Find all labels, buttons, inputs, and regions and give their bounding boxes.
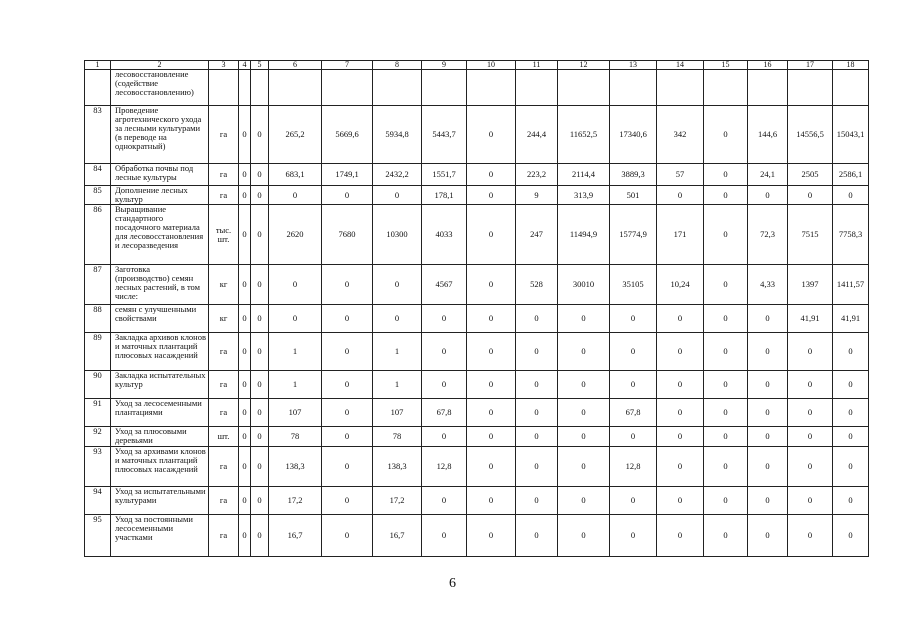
row-value-cell: 0 (788, 515, 833, 557)
row-value-cell: 683,1 (269, 164, 322, 186)
row-value-cell: 0 (704, 164, 748, 186)
row-value-cell: 0 (704, 487, 748, 515)
row-value-cell: 0 (422, 515, 467, 557)
row-value-cell: 0 (251, 515, 269, 557)
row-value-cell: 247 (516, 205, 558, 265)
row-value-cell: 0 (373, 265, 422, 305)
row-activity-name: Обработка почвы под лесные культуры (111, 164, 209, 186)
row-value-cell: 10,24 (657, 265, 704, 305)
row-value-cell: 7680 (322, 205, 373, 265)
row-value-cell: 0 (467, 164, 516, 186)
row-value-cell: 0 (467, 265, 516, 305)
column-number-header: 5 (251, 61, 269, 70)
row-value-cell: 0 (322, 427, 373, 447)
row-value-cell: 0 (373, 186, 422, 205)
column-number-header: 8 (373, 61, 422, 70)
row-value-cell: 0 (422, 427, 467, 447)
row-activity-name: Закладка архивов клонов и маточных плантаций плюсовых насаждений (111, 333, 209, 371)
row-value-cell: 0 (704, 205, 748, 265)
row-value-cell: 0 (558, 515, 610, 557)
row-value-cell: 41,91 (833, 305, 869, 333)
row-unit-cell: га (209, 164, 239, 186)
row-value-cell: 0 (467, 333, 516, 371)
row-activity-name: Уход за испытательными культурами (111, 487, 209, 515)
row-value-cell: 7758,3 (833, 205, 869, 265)
row-value-cell: 2114,4 (558, 164, 610, 186)
row-value-cell: 17,2 (373, 487, 422, 515)
row-value-cell: 0 (251, 487, 269, 515)
row-value-cell: 0 (467, 427, 516, 447)
row-number: 83 (85, 106, 111, 164)
row-value-cell: 0 (833, 487, 869, 515)
row-value-cell: 0 (239, 515, 251, 557)
row-value-cell: 0 (657, 399, 704, 427)
row-value-cell: 0 (516, 371, 558, 399)
column-number-header: 16 (748, 61, 788, 70)
row-value-cell: 0 (704, 186, 748, 205)
row-value-cell: 67,8 (610, 399, 657, 427)
row-value-cell: 0 (610, 333, 657, 371)
row-value-cell (467, 70, 516, 106)
row-number: 91 (85, 399, 111, 427)
column-number-header: 11 (516, 61, 558, 70)
row-value-cell: 0 (833, 186, 869, 205)
row-value-cell: 0 (610, 371, 657, 399)
row-value-cell: 0 (748, 515, 788, 557)
row-value-cell: 0 (239, 427, 251, 447)
row-number: 84 (85, 164, 111, 186)
table-row (85, 205, 869, 265)
row-value-cell: 0 (251, 447, 269, 487)
row-value-cell: 0 (748, 333, 788, 371)
row-value-cell: 0 (239, 265, 251, 305)
row-value-cell: 17340,6 (610, 106, 657, 164)
row-value-cell: 0 (748, 305, 788, 333)
row-unit-cell: га (209, 515, 239, 557)
row-value-cell: 1 (269, 371, 322, 399)
row-value-cell: 2586,1 (833, 164, 869, 186)
row-value-cell: 57 (657, 164, 704, 186)
row-value-cell: 0 (516, 399, 558, 427)
row-value-cell (788, 70, 833, 106)
row-value-cell: 0 (704, 265, 748, 305)
row-value-cell: 24,1 (748, 164, 788, 186)
row-value-cell: 0 (610, 305, 657, 333)
row-value-cell: 10300 (373, 205, 422, 265)
row-value-cell: 0 (251, 186, 269, 205)
row-value-cell (322, 70, 373, 106)
row-value-cell: 78 (269, 427, 322, 447)
row-value-cell: 0 (748, 399, 788, 427)
row-value-cell: 0 (657, 371, 704, 399)
row-value-cell: 16,7 (373, 515, 422, 557)
row-value-cell: 0 (322, 447, 373, 487)
row-unit-cell (209, 70, 239, 106)
row-number: 95 (85, 515, 111, 557)
row-value-cell: 0 (516, 427, 558, 447)
row-activity-name: семян с улучшенными свойствами (111, 305, 209, 333)
row-value-cell: 0 (833, 515, 869, 557)
row-value-cell: 0 (657, 515, 704, 557)
row-value-cell: 0 (610, 427, 657, 447)
row-value-cell: 0 (322, 305, 373, 333)
row-value-cell: 4567 (422, 265, 467, 305)
row-value-cell: 0 (251, 106, 269, 164)
row-value-cell: 342 (657, 106, 704, 164)
table-row (85, 164, 869, 186)
row-value-cell: 0 (422, 371, 467, 399)
row-value-cell: 41,91 (788, 305, 833, 333)
row-value-cell: 0 (322, 265, 373, 305)
row-value-cell: 0 (422, 333, 467, 371)
column-number-header: 12 (558, 61, 610, 70)
row-activity-name: Уход за лесосеменными плантациями (111, 399, 209, 427)
row-value-cell: 265,2 (269, 106, 322, 164)
column-number-header: 9 (422, 61, 467, 70)
row-value-cell: 7515 (788, 205, 833, 265)
row-value-cell: 15774,9 (610, 205, 657, 265)
row-value-cell: 1 (269, 333, 322, 371)
row-value-cell: 0 (558, 305, 610, 333)
row-value-cell: 0 (748, 447, 788, 487)
row-value-cell: 0 (251, 205, 269, 265)
row-value-cell: 1 (373, 371, 422, 399)
column-number-header: 3 (209, 61, 239, 70)
row-number: 86 (85, 205, 111, 265)
column-number-header: 7 (322, 61, 373, 70)
row-value-cell: 0 (239, 205, 251, 265)
row-value-cell: 0 (422, 305, 467, 333)
column-number-header: 14 (657, 61, 704, 70)
row-value-cell: 0 (322, 333, 373, 371)
row-value-cell: 0 (704, 427, 748, 447)
row-value-cell: 0 (251, 371, 269, 399)
row-value-cell: 0 (239, 333, 251, 371)
row-value-cell: 0 (239, 447, 251, 487)
column-number-header: 2 (111, 61, 209, 70)
row-unit-cell: га (209, 186, 239, 205)
row-activity-name: Уход за плюсовыми деревьями (111, 427, 209, 447)
row-value-cell: 0 (657, 333, 704, 371)
row-value-cell: 0 (748, 371, 788, 399)
row-value-cell: 0 (467, 186, 516, 205)
row-value-cell: 0 (322, 371, 373, 399)
row-number: 89 (85, 333, 111, 371)
row-number: 85 (85, 186, 111, 205)
row-activity-name: Выращивание стандартного посадочного материала для лесовосстановления и лесоразведения (111, 205, 209, 265)
row-value-cell: 2505 (788, 164, 833, 186)
row-value-cell (251, 70, 269, 106)
table-row (85, 106, 869, 164)
row-value-cell: 0 (467, 205, 516, 265)
column-number-header: 4 (239, 61, 251, 70)
row-value-cell: 0 (467, 487, 516, 515)
row-value-cell: 0 (558, 487, 610, 515)
table-row (85, 70, 869, 106)
row-value-cell: 244,4 (516, 106, 558, 164)
row-value-cell: 0 (704, 333, 748, 371)
row-value-cell: 0 (251, 164, 269, 186)
page-number: 6 (449, 576, 456, 591)
row-value-cell: 0 (467, 399, 516, 427)
row-value-cell: 30010 (558, 265, 610, 305)
row-value-cell: 14556,5 (788, 106, 833, 164)
row-value-cell: 0 (657, 427, 704, 447)
row-value-cell: 35105 (610, 265, 657, 305)
row-value-cell: 0 (239, 164, 251, 186)
row-value-cell: 0 (610, 515, 657, 557)
row-value-cell: 0 (251, 265, 269, 305)
row-value-cell: 0 (788, 447, 833, 487)
row-value-cell: 0 (467, 447, 516, 487)
row-value-cell: 0 (269, 305, 322, 333)
row-unit-cell: кг (209, 305, 239, 333)
row-value-cell: 0 (239, 106, 251, 164)
row-value-cell: 0 (833, 333, 869, 371)
row-value-cell: 1551,7 (422, 164, 467, 186)
table-row (85, 305, 869, 333)
row-value-cell: 0 (322, 487, 373, 515)
row-value-cell: 5934,8 (373, 106, 422, 164)
row-activity-name: Уход за постоянными лесосеменными участками (111, 515, 209, 557)
row-value-cell: 0 (467, 106, 516, 164)
row-activity-name: Проведение агротехнического ухода за лесными культурами (в переводе на однократный) (111, 106, 209, 164)
row-value-cell: 0 (251, 427, 269, 447)
row-value-cell (704, 70, 748, 106)
row-value-cell (610, 70, 657, 106)
column-number-header: 6 (269, 61, 322, 70)
column-number-header: 15 (704, 61, 748, 70)
row-value-cell (373, 70, 422, 106)
row-value-cell: 0 (239, 186, 251, 205)
row-value-cell: 0 (833, 399, 869, 427)
row-unit-cell: га (209, 487, 239, 515)
row-value-cell: 15043,1 (833, 106, 869, 164)
row-number: 93 (85, 447, 111, 487)
row-value-cell: 171 (657, 205, 704, 265)
row-value-cell: 0 (788, 186, 833, 205)
row-value-cell: 1397 (788, 265, 833, 305)
row-value-cell: 0 (657, 305, 704, 333)
row-value-cell: 0 (269, 186, 322, 205)
row-value-cell: 0 (467, 371, 516, 399)
column-header-row (85, 61, 869, 70)
row-value-cell: 0 (516, 487, 558, 515)
row-value-cell: 0 (516, 305, 558, 333)
row-value-cell: 67,8 (422, 399, 467, 427)
row-value-cell: 0 (322, 399, 373, 427)
row-value-cell: 0 (833, 447, 869, 487)
row-value-cell: 1 (373, 333, 422, 371)
row-value-cell: 0 (467, 305, 516, 333)
row-value-cell: 107 (269, 399, 322, 427)
table-row (85, 371, 869, 399)
row-value-cell: 72,3 (748, 205, 788, 265)
column-number-header: 17 (788, 61, 833, 70)
data-table-container (84, 60, 868, 557)
row-value-cell: 4033 (422, 205, 467, 265)
row-value-cell: 178,1 (422, 186, 467, 205)
row-value-cell: 107 (373, 399, 422, 427)
row-activity-name: Заготовка (производство) семян лесных растений, в том числе: (111, 265, 209, 305)
row-value-cell: 0 (788, 427, 833, 447)
row-value-cell: 0 (788, 487, 833, 515)
row-number (85, 70, 111, 106)
row-value-cell (657, 70, 704, 106)
row-value-cell: 0 (788, 399, 833, 427)
table-row (85, 333, 869, 371)
row-value-cell: 3889,3 (610, 164, 657, 186)
row-value-cell (516, 70, 558, 106)
row-value-cell: 0 (558, 427, 610, 447)
row-value-cell: 0 (467, 515, 516, 557)
row-value-cell: 0 (422, 487, 467, 515)
row-value-cell: 0 (657, 186, 704, 205)
row-value-cell: 78 (373, 427, 422, 447)
row-value-cell (269, 70, 322, 106)
row-activity-name: Закладка испытательных культур (111, 371, 209, 399)
row-value-cell: 0 (748, 487, 788, 515)
row-value-cell: 0 (833, 427, 869, 447)
row-value-cell: 11494,9 (558, 205, 610, 265)
row-activity-name: Дополнение лесных культур (111, 186, 209, 205)
row-value-cell: 17,2 (269, 487, 322, 515)
row-value-cell: 0 (251, 333, 269, 371)
row-value-cell: 2432,2 (373, 164, 422, 186)
row-value-cell: 0 (558, 447, 610, 487)
table-row (85, 265, 869, 305)
row-number: 92 (85, 427, 111, 447)
row-value-cell: 528 (516, 265, 558, 305)
row-value-cell: 0 (788, 333, 833, 371)
row-value-cell: 0 (833, 371, 869, 399)
row-number: 94 (85, 487, 111, 515)
row-value-cell: 0 (239, 371, 251, 399)
row-value-cell: 0 (516, 515, 558, 557)
row-value-cell: 501 (610, 186, 657, 205)
row-value-cell (833, 70, 869, 106)
table-row (85, 399, 869, 427)
row-unit-cell: га (209, 447, 239, 487)
row-value-cell: 0 (239, 487, 251, 515)
row-unit-cell: га (209, 399, 239, 427)
row-value-cell: 5443,7 (422, 106, 467, 164)
row-value-cell: 0 (748, 427, 788, 447)
column-number-header: 18 (833, 61, 869, 70)
row-value-cell: 313,9 (558, 186, 610, 205)
row-value-cell (748, 70, 788, 106)
row-unit-cell: га (209, 371, 239, 399)
row-value-cell: 0 (788, 371, 833, 399)
row-value-cell: 0 (269, 265, 322, 305)
row-value-cell: 0 (657, 487, 704, 515)
row-value-cell: 138,3 (269, 447, 322, 487)
row-value-cell: 0 (239, 399, 251, 427)
row-value-cell (422, 70, 467, 106)
table-row (85, 427, 869, 447)
column-number-header: 1 (85, 61, 111, 70)
row-value-cell: 0 (704, 371, 748, 399)
row-value-cell: 1749,1 (322, 164, 373, 186)
row-value-cell: 11652,5 (558, 106, 610, 164)
row-value-cell: 12,8 (610, 447, 657, 487)
row-value-cell: 1411,57 (833, 265, 869, 305)
row-activity-name: лесовосстановление (содействие лесовосстановлению) (111, 70, 209, 106)
table-row (85, 447, 869, 487)
row-value-cell: 0 (657, 447, 704, 487)
row-value-cell: 2620 (269, 205, 322, 265)
row-value-cell: 138,3 (373, 447, 422, 487)
row-value-cell: 5669,6 (322, 106, 373, 164)
row-unit-cell: тыс. шт. (209, 205, 239, 265)
row-value-cell: 0 (251, 305, 269, 333)
row-value-cell: 0 (748, 186, 788, 205)
row-value-cell: 0 (558, 333, 610, 371)
table-row (85, 515, 869, 557)
row-value-cell: 16,7 (269, 515, 322, 557)
row-unit-cell: кг (209, 265, 239, 305)
row-value-cell (239, 70, 251, 106)
row-unit-cell: шт. (209, 427, 239, 447)
row-value-cell: 0 (239, 305, 251, 333)
row-value-cell: 144,6 (748, 106, 788, 164)
row-unit-cell: га (209, 106, 239, 164)
row-value-cell: 0 (251, 399, 269, 427)
row-value-cell: 0 (704, 106, 748, 164)
row-value-cell: 0 (516, 333, 558, 371)
row-value-cell: 12,8 (422, 447, 467, 487)
row-value-cell: 0 (558, 399, 610, 427)
row-number: 90 (85, 371, 111, 399)
row-value-cell: 4,33 (748, 265, 788, 305)
row-value-cell: 0 (610, 487, 657, 515)
forestry-data-table (84, 60, 869, 557)
row-value-cell: 0 (704, 515, 748, 557)
table-row (85, 186, 869, 205)
row-value-cell: 9 (516, 186, 558, 205)
row-number: 87 (85, 265, 111, 305)
row-value-cell: 0 (322, 515, 373, 557)
row-value-cell: 0 (558, 371, 610, 399)
row-number: 88 (85, 305, 111, 333)
row-value-cell: 0 (322, 186, 373, 205)
row-value-cell: 0 (516, 447, 558, 487)
column-number-header: 10 (467, 61, 516, 70)
column-number-header: 13 (610, 61, 657, 70)
row-activity-name: Уход за архивами клонов и маточных плантаций плюсовых насаждений (111, 447, 209, 487)
row-value-cell: 0 (704, 399, 748, 427)
row-value-cell: 0 (704, 305, 748, 333)
row-value-cell (558, 70, 610, 106)
row-unit-cell: га (209, 333, 239, 371)
row-value-cell: 0 (373, 305, 422, 333)
table-row (85, 487, 869, 515)
row-value-cell: 223,2 (516, 164, 558, 186)
row-value-cell: 0 (704, 447, 748, 487)
